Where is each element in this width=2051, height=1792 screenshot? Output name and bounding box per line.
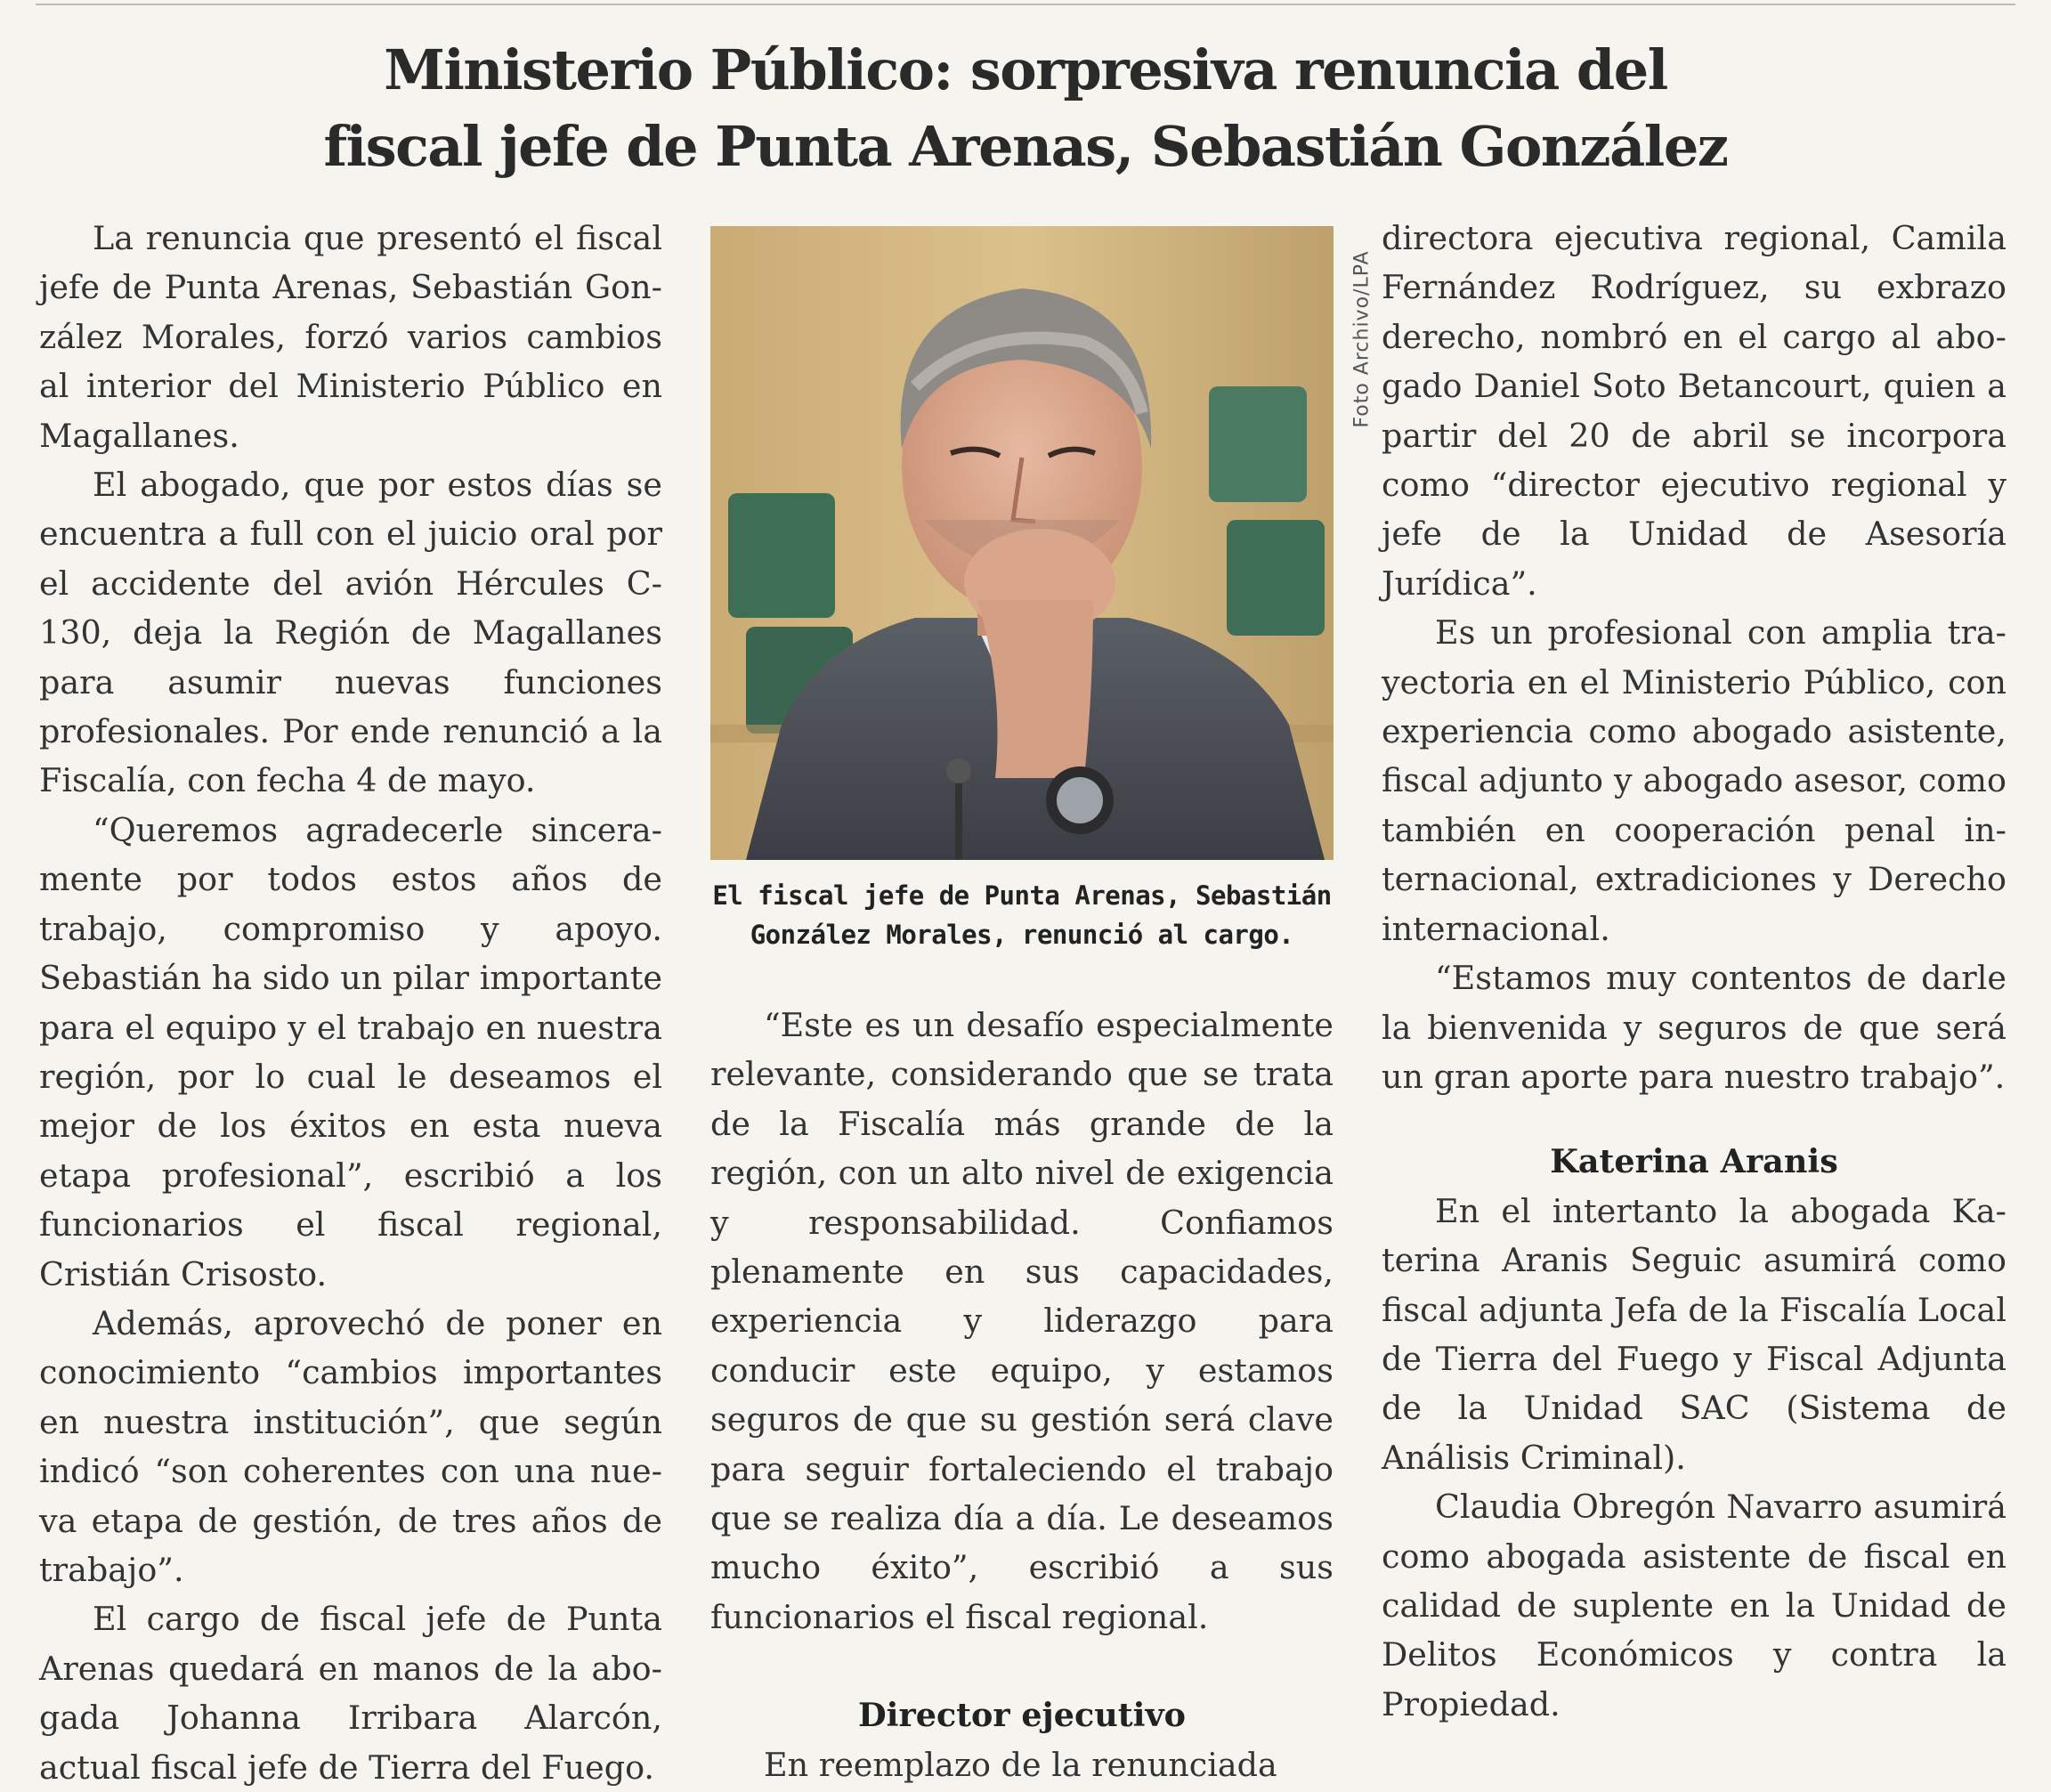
spacer [1382, 1101, 2006, 1137]
paragraph: La renuncia que presentó el fiscal jefe de Punta Arenas, Sebastián González Morales, forzó varios cambios al interior del Ministerio Público en Magallanes. [39, 219, 662, 455]
subheading-director-ejecutivo: Director ejecutivo [857, 1696, 1187, 1735]
paragraph: El abogado, que por estos días se encuentra a full con el juicio oral por el accidente del avión Hércules C-130, deja la Región de Magallanes para asumir nuevas funciones profesionales. Por ende renunció a la Fiscalía, con fecha 4 de mayo. [39, 466, 662, 800]
photo-caption: El fiscal jefe de Punta Arenas, Sebastián González Morales, renunció al cargo. [712, 880, 1332, 950]
paragraph: “Estamos muy contentos de darle la bienvenida y seguros de que será un gran aporte para nuestro trabajo”. [1382, 959, 2006, 1096]
paragraph: directora ejecutiva regional, Camila Fernández Rodríguez, su exbrazo derecho, nombró en el cargo al abogado Daniel Soto Betancourt, quien a partir del 20 de abril se incorpora como “director ejecutivo regional y jefe de la Unidad de Asesoría Jurídica”. [1382, 219, 2006, 603]
article-column-1 [39, 214, 662, 1792]
spacer [710, 1642, 1334, 1691]
paragraph: Claudia Obregón Navarro asumirá como abogada asistente de fiscal en calidad de suplente en la Unidad de Delitos Económicos y contra la Propiedad. [1382, 1488, 2006, 1723]
subheading-katerina-aranis: Katerina Aranis [1550, 1142, 1838, 1181]
paragraph: En reemplazo de la renunciada [764, 1745, 1277, 1784]
paragraph: Además, aprovechó de poner en conocimiento “cambios importantes en nuestra institución”, que según indicó “son coherentes con una nueva etapa de gestión, de tres años de trabajo”. [39, 1303, 662, 1589]
paragraph: “Este es un desafío especialmente relevante, considerando que se trata de la Fiscalía más grande de la región, con un alto nivel de exigencia y responsabilidad. Confiamos plenamente en sus capacidades, experiencia y liderazgo para conducir este equipo, y estamos seguros de que su gestión será clave para seguir fortaleciendo el trabajo que se realiza día a día. Le deseamos mucho éxito”, escribió a sus funcionarios el fiscal regional. [710, 1006, 1334, 1636]
paragraph: En el intertanto la abogada Katerina Aranis Seguic asumirá como fiscal adjunta Jefa de la Fiscalía Local de Tierra del Fuego y Fiscal Adjunta de la Unidad SAC (Sistema de Análisis Criminal). [1382, 1191, 2006, 1477]
headline-line-2: fiscal jefe de Punta Arenas, Sebastián González [323, 114, 1728, 179]
paragraph: Es un profesional con amplia trayectoria en el Ministerio Público, con experiencia como abogado asistente, fiscal adjunto y abogado asesor, como también en cooperación penal internacional, extradiciones y Derecho internacional. [1382, 613, 2006, 948]
paragraph: El cargo de fiscal jefe de Punta Arenas quedará en manos de la abogada Johanna Irribara Alarcón, actual fiscal jefe de Tierra del Fuego. [39, 1600, 662, 1787]
photo-credit: Foto Archivo/LPA [1350, 250, 1374, 428]
headline [0, 32, 2051, 185]
article-column-2 [710, 1001, 1334, 1789]
man-portrait-image [710, 226, 1334, 860]
headline-line-1: Ministerio Público: sorpresiva renuncia del [384, 37, 1667, 102]
top-rule [36, 4, 2015, 5]
paragraph: “Queremos agradecerle sinceramente por todos estos años de trabajo, compromiso y apoyo. Sebastián ha sido un pilar importante para el equipo y el trabajo en nuestra región, por lo cual le deseamos el mejor de los éxitos en esta nueva etapa profesional”, escribió a los funcionarios el fiscal regional, Cristián Crisosto. [39, 810, 662, 1293]
article-column-3 [1382, 214, 2006, 1729]
article-photo [710, 226, 1334, 860]
